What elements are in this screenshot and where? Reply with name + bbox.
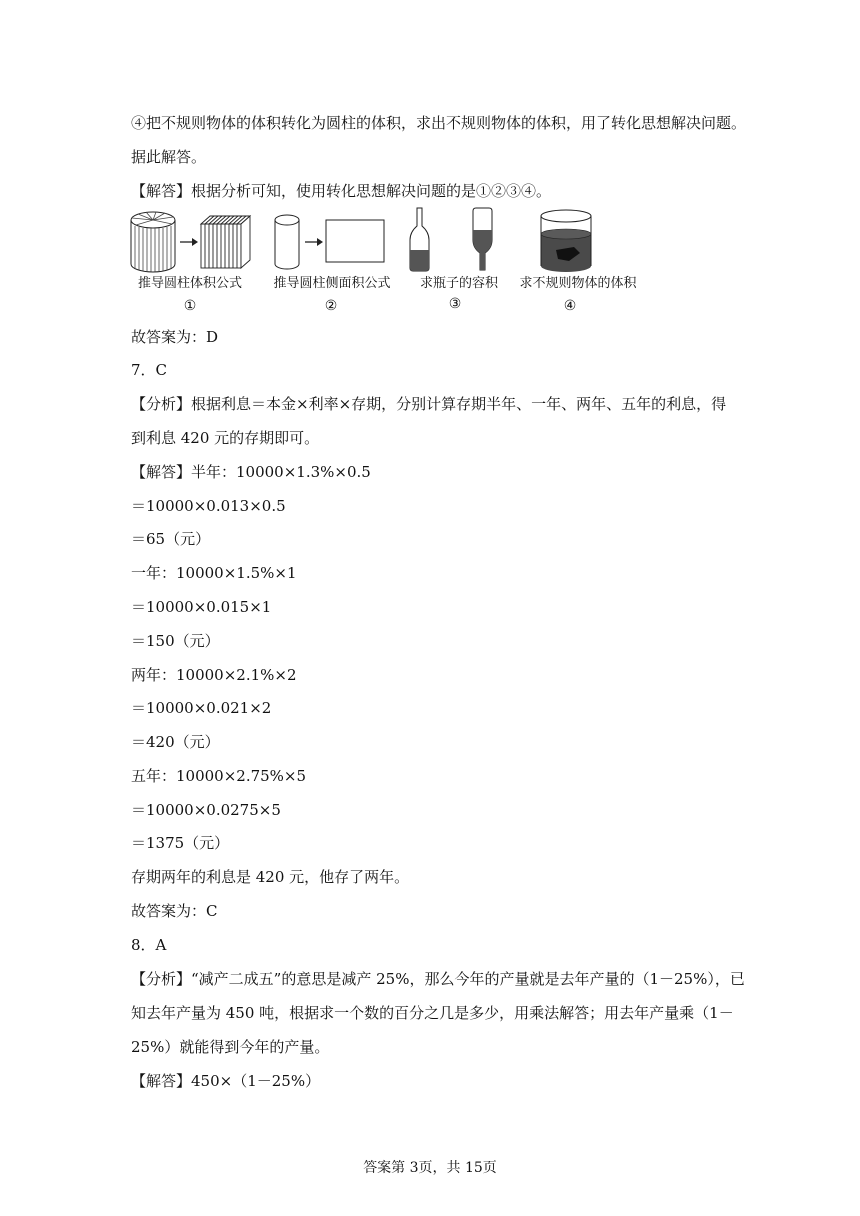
segmented-cylinder-icon xyxy=(131,212,175,272)
text-line: 【解答】根据分析可知，使用转化思想解决问题的是①②③④。 xyxy=(131,182,552,200)
text-line: 【解答】450×（1－25%） xyxy=(131,1072,321,1090)
bottle-inverted-icon xyxy=(473,208,492,270)
question-number: 8．A xyxy=(131,936,167,954)
arrow-right-icon xyxy=(305,238,323,246)
text-line: 【解答】半年：10000×1.3%×0.5 xyxy=(131,463,371,481)
figure-number: ④ xyxy=(563,298,577,314)
text-line: 五年：10000×2.75%×5 xyxy=(131,767,307,785)
bottle-upright-icon xyxy=(410,208,429,271)
cylinder-icon xyxy=(275,215,299,269)
rectangle-shape xyxy=(326,220,384,262)
container-with-object-icon xyxy=(541,210,591,272)
figure-number: ③ xyxy=(448,296,462,312)
figure-number: ① xyxy=(183,298,197,314)
text-line: ＝10000×0.013×0.5 xyxy=(131,497,286,515)
page-footer: 答案第 3页，共 15页 xyxy=(363,1160,497,1176)
question-number: 7．C xyxy=(131,361,168,379)
text-line: 存期两年的利息是 420 元，他存了两年。 xyxy=(131,868,410,886)
text-line: 到利息 420 元的存期即可。 xyxy=(131,429,320,447)
text-line: 【分析】“减产二成五”的意思是减产 25%，那么今年的产量就是去年产量的（1－25%），已 xyxy=(131,970,745,988)
text-line: 一年：10000×1.5%×1 xyxy=(131,564,297,582)
text-line: 两年：10000×2.1%×2 xyxy=(131,666,297,684)
text-line: 故答案为：D xyxy=(131,328,219,346)
text-line: ＝10000×0.0275×5 xyxy=(131,801,281,819)
arrow-right-icon xyxy=(180,238,198,246)
figure-caption: 推导圆柱侧面积公式 xyxy=(273,276,391,291)
text-line: 25%）就能得到今年的产量。 xyxy=(131,1038,330,1056)
text-line: 知去年产量为 450 吨，根据求一个数的百分之几是多少，用乘法解答；用去年产量乘（1－ xyxy=(131,1004,734,1022)
figure-caption: 求瓶子的容积 xyxy=(419,276,498,291)
text-line: 故答案为：C xyxy=(131,902,218,920)
text-line: ＝150（元） xyxy=(131,632,220,650)
text-line: ＝10000×0.021×2 xyxy=(131,699,272,717)
text-line: ＝65（元） xyxy=(131,530,211,548)
concept-figure xyxy=(128,206,648,316)
text-line: ④把不规则物体的体积转化为圆柱的体积，求出不规则物体的体积，用了转化思想解决问题。 xyxy=(131,114,747,132)
text-line: ＝1375（元） xyxy=(131,834,230,852)
approx-cuboid-icon xyxy=(201,216,250,268)
text-line: 【分析】根据利息＝本金×利率×存期，分别计算存期半年、一年、两年、五年的利息，得 xyxy=(131,395,727,413)
text-line: ＝10000×0.015×1 xyxy=(131,598,272,616)
text-line: 据此解答。 xyxy=(131,148,207,166)
text-line: ＝420（元） xyxy=(131,733,220,751)
figure-caption: 求不规则物体的体积 xyxy=(519,276,637,291)
figure-number: ② xyxy=(324,298,338,314)
figure-caption: 推导圆柱体积公式 xyxy=(137,276,242,291)
figure-illustrations xyxy=(128,206,648,276)
